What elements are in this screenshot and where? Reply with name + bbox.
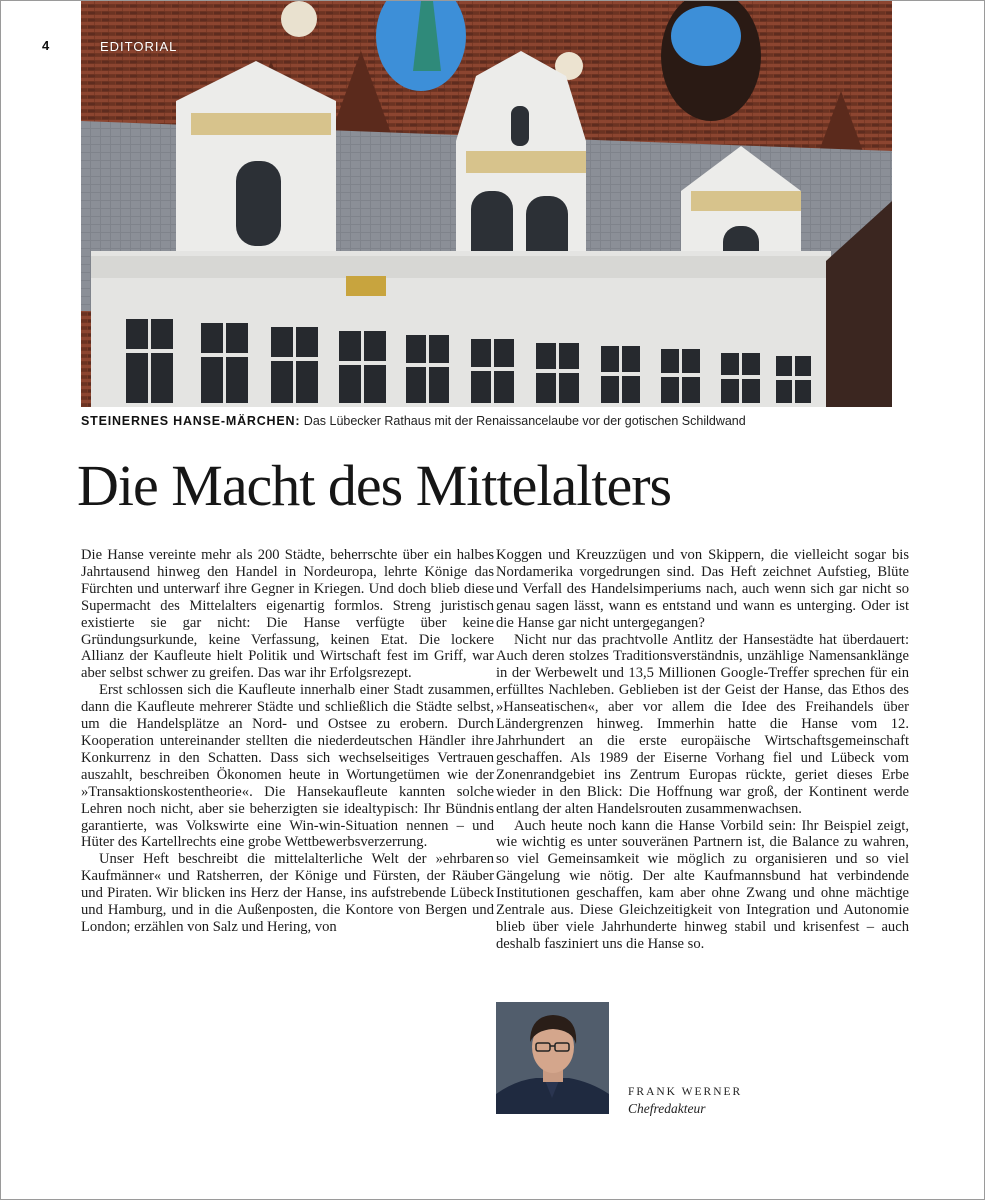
- paragraph: Erst schlossen sich die Kaufleute innerhalb einer Stadt zusammen, dann die Kaufleute mehrerer Städte und schließlich die Städte selbst, um die Handelsplätze an Nord- und Ostsee zu erobern. Durch Kooperation untereinander stellten die niederdeutschen Händler ihre Konkurrenz in den Schatten. Dass sich wechselseitiges Vertrauen auszahlt, beschreiben Ökonomen heute in Wortungetümen wie der »Transaktionskostentheorie«. Die Hansekaufleute kannten solche Lehren noch nicht, aber sie beherzigten sie idealtypisch: Ihr Bündnis garantierte, was Volkswirte eine Win-win-Situation nennen – und Hüter des Kartellrechts eine grobe Wettbewerbsverzerrung.: [81, 682, 494, 851]
- article-column-right: [496, 547, 909, 953]
- caption-heading: STEINERNES HANSE-MÄRCHEN:: [81, 414, 301, 428]
- article-headline: Die Macht des Mittelalters: [77, 453, 672, 518]
- paragraph: Nicht nur das prachtvolle Antlitz der Hansestädte hat überdauert: Auch deren stolzes Traditionsverständnis, unzählige Namensanklänge in der Werbewelt und 13,5 Millionen Google-Treffer sprechen für ein erfülltes Nachleben. Geblieben ist der Geist der Hanse, das Ethos des »Hanseatischen«, aber vor allem die Idee des Freihandels über Ländergrenzen hinweg. Immerhin hatte die Hanse vom 12. Jahrhundert an die erste europäische Wirtschaftsgemeinschaft geschaffen. Als 1989 der Eiserne Vorhang fiel und Lübeck vom Zonenrandgebiet ins Zentrum Europas rückte, geriet dieses Erbe wieder in den Blick: Die Hoffnung war groß, der Kontinent werde entlang der alten Handelsrouten zusammenwachsen.: [496, 631, 909, 817]
- paragraph: Auch heute noch kann die Hanse Vorbild sein: Ihr Beispiel zeigt, wie wichtig es unter souveränen Partnern ist, die Balance zu wahren, so viel Gemeinsamkeit wie möglich zu organisieren und so viel Gängelung wie nötig. Der alte Kaufmannsbund hat verbindende Institutionen geschaffen, kam aber ohne Zwang und ohne mächtige Zentrale aus. Diese Gleichzeitigkeit von Integration und Autonomie blieb über viele Jahrhunderte hinweg stabil und krisenfest – auch deshalb fasziniert uns die Hanse so.: [496, 817, 909, 952]
- author-portrait: [496, 1002, 609, 1114]
- paragraph-continued: Koggen und Kreuzzügen und von Skippern, die vielleicht sogar bis Nordamerika vorgedrungen sind. Das Heft zeichnet Aufstieg, Blüte und Verfall des Handelsimperiums nach, auch wenn sich gar nicht so genau sagen lässt, wann es entstand und wann es unterging. Oder ist die Hanse gar nicht untergegangen?: [496, 547, 909, 631]
- caption-text: Das Lübecker Rathaus mit der Renaissancelaube vor der gotischen Schildwand: [300, 414, 746, 428]
- article-column-left: [81, 547, 494, 936]
- paragraph: Unser Heft beschreibt die mittelalterliche Welt der »ehrbaren Kaufmänner« und Ratsherren, der Könige und Fürsten, der Räuber und Piraten. Wir blicken ins Herz der Hanse, ins aufstrebende Lübeck und Hamburg, und in die Außenposten, die Kontore von Bergen und London; erzählen von Salz und Hering, von: [81, 851, 494, 935]
- hero-photo: [81, 1, 892, 407]
- town-hall-illustration: [81, 1, 892, 407]
- page-number: 4: [42, 38, 50, 53]
- author-name: FRANK WERNER: [628, 1086, 743, 1098]
- author-role: Chefredakteur: [628, 1101, 706, 1116]
- section-label: EDITORIAL: [100, 39, 178, 54]
- person-portrait-icon: [496, 1002, 609, 1114]
- photo-caption: [81, 414, 901, 428]
- paragraph: Die Hanse vereinte mehr als 200 Städte, beherrschte über ein halbes Jahrtausend hinweg den Handel in Nordeuropa, lehrte Könige das Fürchten und unterwarf ihre Gegner in Kriegen. Und doch blieb diese Supermacht des Mittelalters eigenartig formlos. Streng juristisch existierte sie gar nicht: Die Hanse verfügte über keine Gründungsurkunde, keine Verfassung, keinen Etat. Die lockere Allianz der Kaufleute hielt Politik und Wirtschaft fest im Griff, war aber selbst schwer zu greifen. Das war ihr Erfolgsrezept.: [81, 547, 494, 682]
